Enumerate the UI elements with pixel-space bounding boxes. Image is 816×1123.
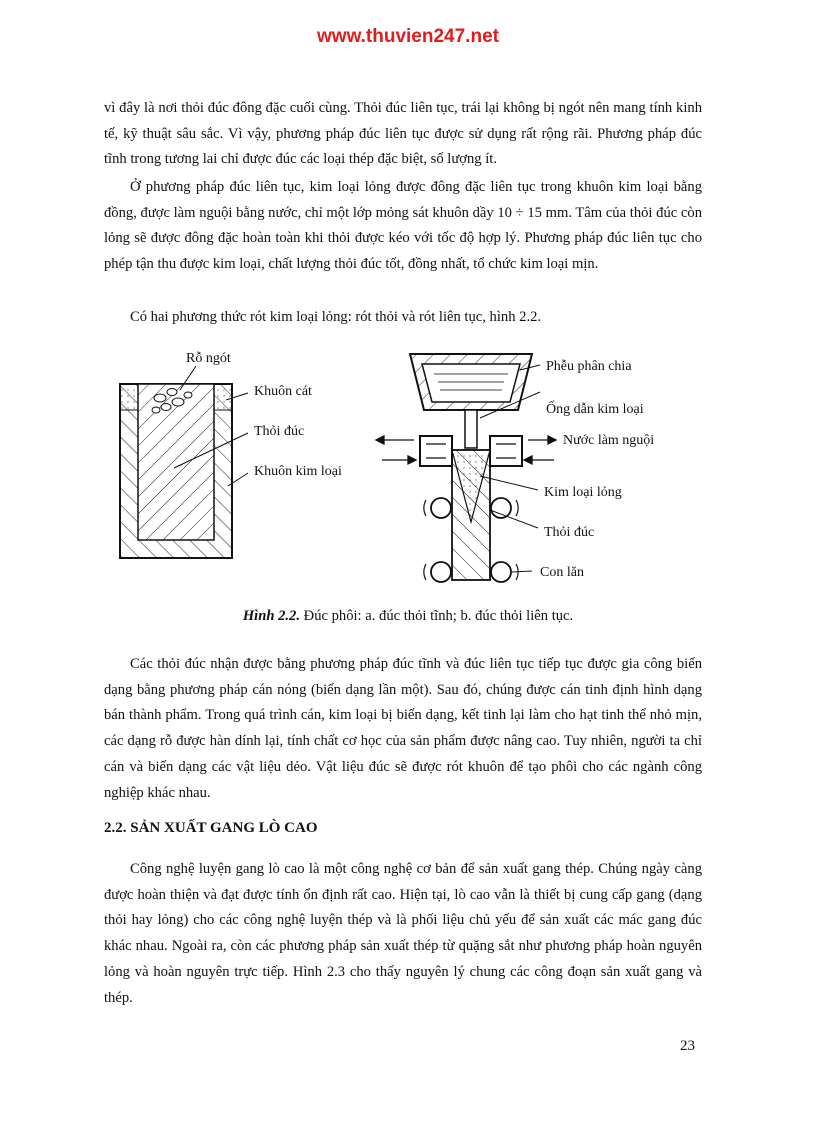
site-url[interactable]: www.thuvien247.net bbox=[317, 26, 499, 47]
caption-text: Đúc phôi: a. đúc thỏi tĩnh; b. đúc thỏi liên tục. bbox=[300, 608, 574, 624]
caption-label: Hình 2.2. bbox=[242, 608, 300, 624]
label-funnel: Phễu phân chia bbox=[546, 359, 632, 374]
static-casting-diagram bbox=[120, 351, 342, 558]
paragraph-5: Công nghệ luyện gang lò cao là một công nghệ cơ bản để sản xuất gang thép. Chúng ngày càng được hoàn thiện và đạt được tính ổn định rất cao. Hiện tại, lò cao vẫn là thiết bị cung cấp gang (dạng thỏi hay lỏng) cho các công nghệ luyện thép và là phối liệu chủ yếu để sản xuất các mác gang đúc khác nhau. Ngoài ra, còn các phương pháp sản xuất thép từ quặng sắt như phương pháp hoàn nguyên lỏng và hoàn nguyên trực tiếp. Hình 2.3 cho thấy nguyên lý chung các công đoạn sản xuất gang và thép. bbox=[104, 861, 702, 1006]
sand-mold-left bbox=[120, 384, 138, 410]
label-cooling-water: Nước làm nguội bbox=[563, 433, 655, 448]
figure-2-2-diagram bbox=[108, 340, 698, 590]
page-number: 23 bbox=[680, 1038, 695, 1054]
label-ingot-b: Thỏi đúc bbox=[544, 525, 595, 540]
section-heading: 2.2. SẢN XUẤT GANG LÒ CAO bbox=[104, 820, 318, 836]
label-metal-mold: Khuôn kim loại bbox=[254, 464, 342, 479]
label-liquid-metal: Kim loại lỏng bbox=[544, 485, 622, 500]
metal-nozzle bbox=[465, 410, 477, 448]
paragraph-3: Có hai phương thức rót kim loại lỏng: rót thỏi và rót liên tục, hình 2.2. bbox=[130, 309, 542, 325]
distribution-funnel bbox=[422, 364, 520, 402]
paragraph-1: vì đây là nơi thỏi đúc đông đặc cuối cùng. Thỏi đúc liên tục, trái lại không bị ngót nên mang tính kinh tế, kỹ thuật sâu sắc. Vì vậy, phương pháp đúc liên tục được sử dụng rất rộng rãi. Phương pháp đúc tĩnh trong tương lai chỉ được đúc các loại thép đặc biệt, số lượng ít. bbox=[104, 100, 702, 168]
sand-mold-right bbox=[214, 384, 232, 410]
ingot-a bbox=[138, 384, 214, 540]
label-shrink-hole: Rỗ ngót bbox=[186, 351, 231, 366]
paragraph-2: Ở phương pháp đúc liên tục, kim loại lỏng được đông đặc liên tục trong khuôn kim loại bằng đồng, được làm nguội bằng nước, chỉ một lớp mỏng sát khuôn dầy 10 ÷ 15 mm. Tâm của thỏi đúc còn lỏng sẽ được đông đặc hoàn toàn khi thỏi được kéo với tốc độ hợp lý. Phương pháp đúc liên tục cho phép tận thu được kim loại, chất lượng thỏi đúc tốt, đồng nhất, tổ chức kim loại mịn. bbox=[104, 179, 702, 273]
label-rollers: Con lăn bbox=[540, 565, 584, 580]
label-sand-mold: Khuôn cát bbox=[254, 384, 312, 399]
paragraph-4: Các thỏi đúc nhận được bằng phương pháp đúc tĩnh và đúc liên tục tiếp tục được gia công biến dạng bằng phương pháp cán nóng (biến dạng lần một). Sau đó, chúng được cán tinh định hình dạng bán thành phẩm. Trong quá trình cán, kim loại bị biến dạng, kết tinh lại làm cho hạt tinh thể nhỏ mịn, các dạng rỗ được hàn dính lại, tính chất cơ học của sản phẩm được nâng cao. Tuy nhiên, người ta chỉ cán và biến dạng các vật liệu dẻo. Vật liệu đúc sẽ được rót khuôn để tạo phôi cho các ngành công nghiệp khác nhau. bbox=[104, 656, 702, 801]
figure-caption bbox=[0, 608, 816, 625]
continuous-casting-diagram bbox=[376, 354, 654, 582]
label-nozzle: Ống dẫn kim loại bbox=[546, 402, 644, 417]
label-ingot-a: Thỏi đúc bbox=[254, 424, 305, 439]
